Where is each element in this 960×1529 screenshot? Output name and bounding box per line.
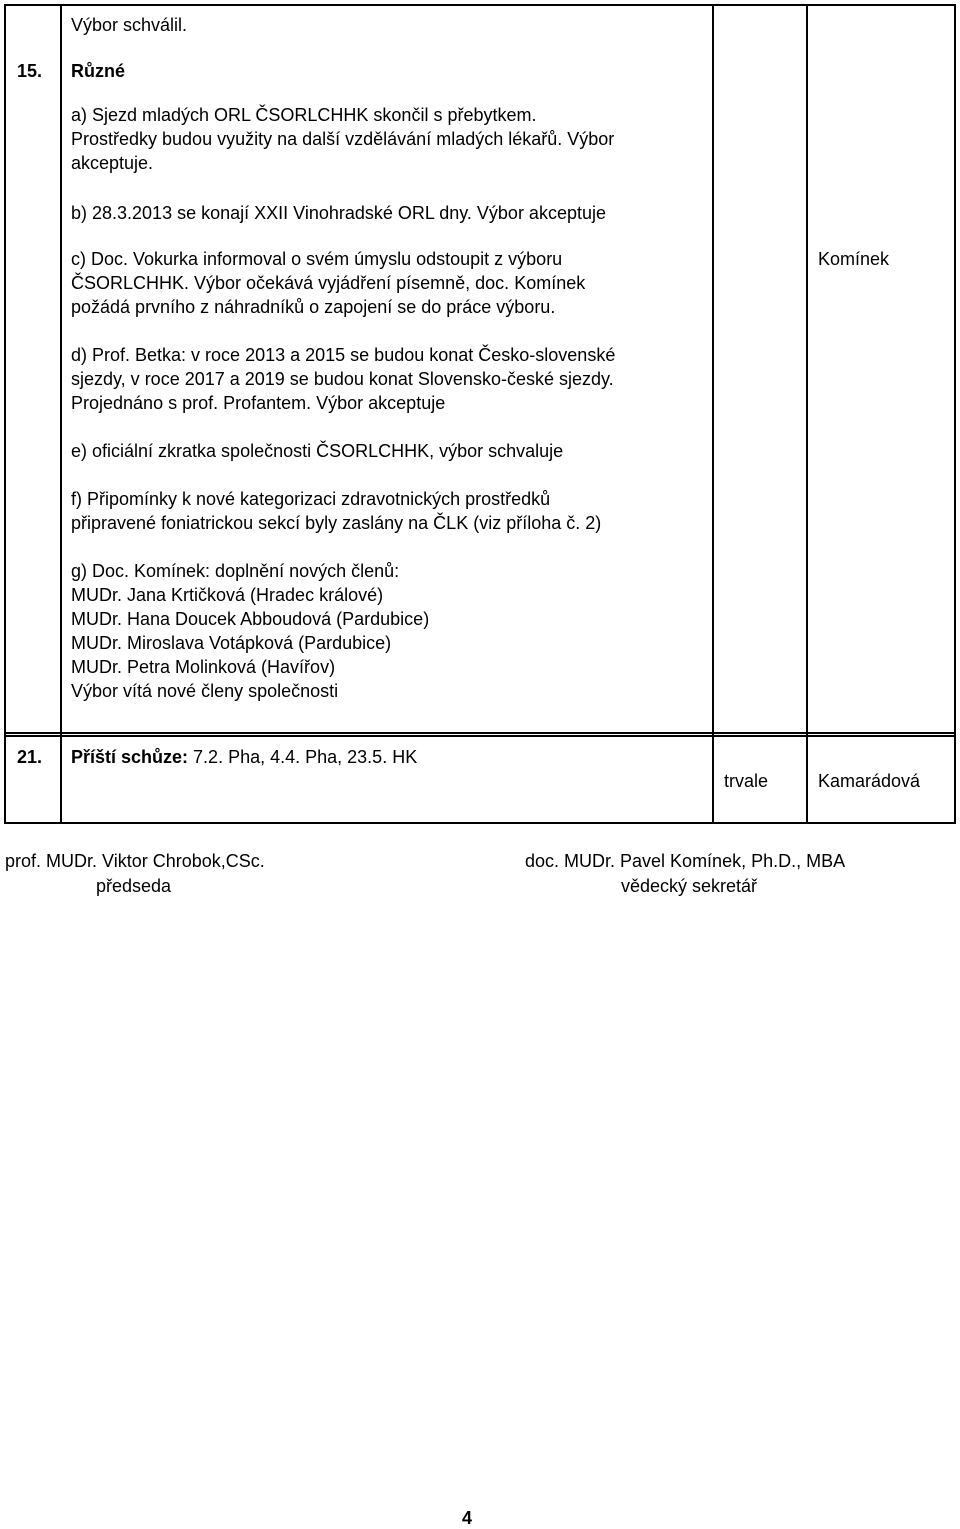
item-c-line: c) Doc. Vokurka informoval o svém úmyslu odstoupit z výboru [71,249,563,269]
item-d-line: d) Prof. Betka: v roce 2013 a 2015 se budou konat Česko-slovenské [71,345,616,365]
row15-title: Různé [71,61,125,81]
item-g-line: MUDr. Hana Doucek Abboudová (Pardubice) [71,609,430,629]
item-c-responsible: Komínek [818,249,890,269]
item-g-line: MUDr. Jana Krtičková (Hradec králové) [71,585,384,605]
row21-label: Příští schůze: [71,747,189,767]
row21-top-border [4,735,956,737]
page-number: 4 [462,1508,473,1528]
continued-text: Výbor schválil. [71,15,188,35]
col-divider-3 [806,4,808,824]
item-d-line: sjezdy, v roce 2017 a 2019 se budou konat Slovensko-české sjezdy. [71,369,614,389]
row21-responsible: Kamarádová [818,771,921,791]
row15-bottom-border [4,732,956,734]
item-f-line: připravené foniatrickou sekcí byly zaslány na ČLK (viz příloha č. 2) [71,513,602,533]
item-a-line: akceptuje. [71,153,154,173]
item-c-line: ČSORLCHHK. Výbor očekává vyjádření písemně, doc. Komínek [71,273,586,293]
item-e: e) oficiální zkratka společnosti ČSORLCHHK, výbor schvaluje [71,441,564,461]
signature-right-role: vědecký sekretář [621,876,758,896]
item-g-line: MUDr. Petra Molinková (Havířov) [71,657,336,677]
table-top-border [4,4,956,6]
item-b: b) 28.3.2013 se konají XXII Vinohradské ORL dny. Výbor akceptuje [71,203,606,223]
col-divider-2 [712,4,714,824]
item-c-line: požádá prvního z náhradníků o zapojení se do práce výboru. [71,297,556,317]
item-a-line: a) Sjezd mladých ORL ČSORLCHHK skončil s přebytkem. [71,105,537,125]
signature-left-role: předseda [96,876,172,896]
item-d-line: Projednáno s prof. Profantem. Výbor akceptuje [71,393,446,413]
row21-text [71,746,417,768]
row15-number: 15. [17,61,43,81]
signature-right-name: doc. MUDr. Pavel Komínek, Ph.D., MBA [525,851,846,871]
signature-left-name: prof. MUDr. Viktor Chrobok,CSc. [5,851,265,871]
row21-deadline: trvale [724,771,769,791]
row21-number: 21. [17,747,43,767]
col-divider-1 [60,4,62,824]
item-f-line: f) Připomínky k nové kategorizaci zdravotnických prostředků [71,489,551,509]
item-g-line: g) Doc. Komínek: doplnění nových členů: [71,561,400,581]
table-bottom-border [4,822,956,824]
table-right-border [954,4,956,824]
item-a-line: Prostředky budou využity na další vzdělávání mladých lékařů. Výbor [71,129,615,149]
row21-dates: 7.2. Pha, 4.4. Pha, 23.5. HK [188,747,418,767]
item-g-line: MUDr. Miroslava Votápková (Pardubice) [71,633,392,653]
table-left-border [4,4,6,824]
item-g-line: Výbor vítá nové členy společnosti [71,681,339,701]
